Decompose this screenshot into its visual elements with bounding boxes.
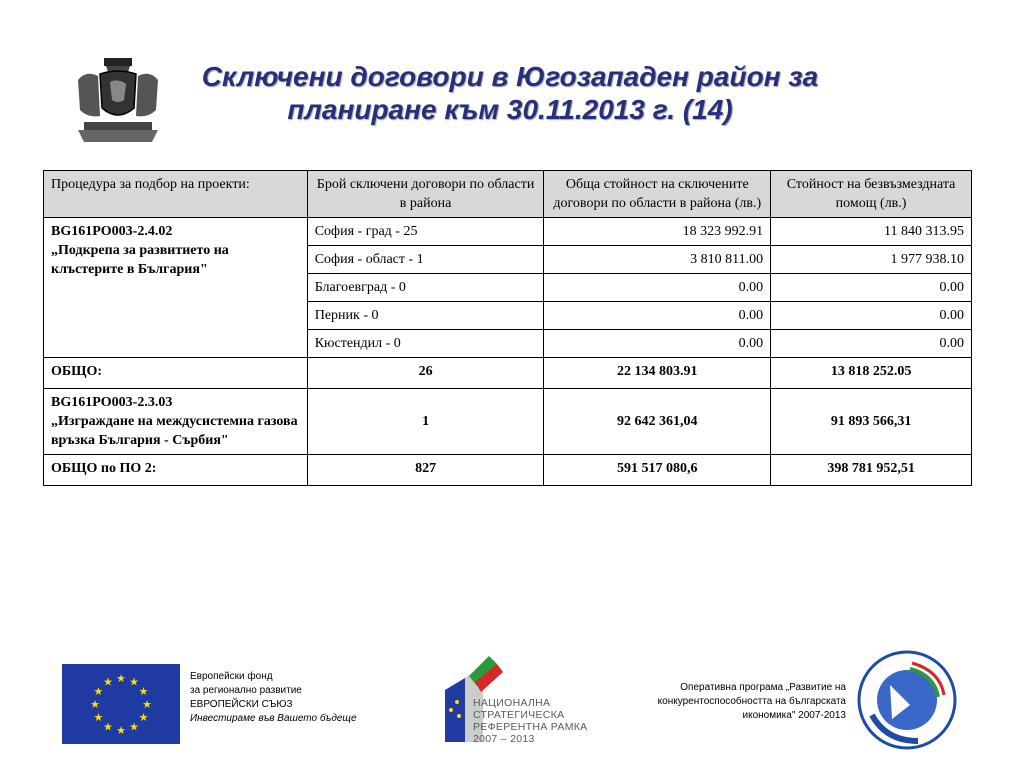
total-cell: 0.00 xyxy=(544,274,771,302)
eu-star-icon: ★ xyxy=(138,686,149,698)
procedure2-cell xyxy=(44,389,308,455)
nsrf-line3: РЕФЕРЕНТНА РАМКА xyxy=(473,721,588,733)
subtotal-count: 26 xyxy=(307,358,544,389)
procedure2-code: BG161PO003-2.3.03 xyxy=(51,395,173,410)
region-cell: София - град - 25 xyxy=(307,218,544,246)
procedure2-grant: 91 893 566,31 xyxy=(771,389,972,455)
konkurentna-bulgaria-logo xyxy=(852,645,962,755)
eu-line3: ЕВРОПЕЙСКИ СЪЮЗ xyxy=(190,699,293,710)
table-row xyxy=(44,218,972,246)
procedure2-count: 1 xyxy=(307,389,544,455)
region-cell: Кюстендил - 0 xyxy=(307,330,544,358)
eu-star-icon: ★ xyxy=(129,676,139,689)
procedure2-total: 92 642 361,04 xyxy=(544,389,771,455)
header-grant-value: Стойност на безвъзмездната помощ (лв.) xyxy=(771,171,972,218)
procedure1-code: BG161PO003-2.4.02 xyxy=(51,224,173,239)
eu-fund-text xyxy=(190,670,357,726)
slide-title-line2: планиране към 30.11.2013 г. (14) xyxy=(287,94,733,125)
op-line2: конкурентоспособността на българската xyxy=(657,696,846,707)
grand-total-grant: 398 781 952,51 xyxy=(771,455,972,486)
subtotal-row xyxy=(44,358,972,389)
eu-line1: Европейски фонд xyxy=(190,671,273,682)
operational-programme-text xyxy=(586,681,846,723)
eu-star-icon: ★ xyxy=(116,725,126,737)
subtotal-grant: 13 818 252.05 xyxy=(771,358,972,389)
procedure2-name: „Изграждане на междусистемна газова връзка България - Сърбия" xyxy=(51,414,298,448)
header-total-value: Обща стойност на сключените договори по области в района (лв.) xyxy=(544,171,771,218)
procedure2-row xyxy=(44,389,972,455)
eu-star-icon: ★ xyxy=(90,699,100,711)
eu-star-icon: ★ xyxy=(93,686,104,698)
grant-cell: 0.00 xyxy=(771,302,972,330)
procedure1-cell xyxy=(44,218,308,358)
total-cell: 0.00 xyxy=(544,302,771,330)
grant-cell: 0.00 xyxy=(771,274,972,302)
region-cell: София - област - 1 xyxy=(307,246,544,274)
op-line3: икономика" 2007-2013 xyxy=(742,710,846,721)
nsrf-line1: НАЦИОНАЛНА xyxy=(473,697,551,709)
slide-title xyxy=(160,60,860,126)
slide-title-line1: Сключени договори в Югозападен район за xyxy=(201,61,819,92)
grand-total-label: ОБЩО по ПО 2: xyxy=(44,455,308,486)
coat-of-arms-logo xyxy=(72,56,164,148)
procedure1-name: „Подкрепа за развитието на клъстерите в България" xyxy=(51,243,229,277)
eu-flag-logo xyxy=(62,664,180,744)
eu-line2: за регионално развитие xyxy=(190,685,302,696)
total-cell: 3 810 811.00 xyxy=(544,246,771,274)
grant-cell: 1 977 938.10 xyxy=(771,246,972,274)
eu-star-icon: ★ xyxy=(103,721,113,734)
grand-total-count: 827 xyxy=(307,455,544,486)
total-cell: 18 323 992.91 xyxy=(544,218,771,246)
grand-total-row xyxy=(44,455,972,486)
eu-star-icon: ★ xyxy=(93,712,104,724)
grant-cell: 0.00 xyxy=(771,330,972,358)
op-line1: Оперативна програма „Развитие на xyxy=(680,682,846,693)
nsrf-text xyxy=(473,697,587,745)
subtotal-label: ОБЩО: xyxy=(44,358,308,389)
eu-star-icon: ★ xyxy=(103,676,113,689)
header-procedure: Процедура за подбор на проекти: xyxy=(44,171,308,218)
eu-star-icon: ★ xyxy=(138,712,149,724)
grant-cell: 11 840 313.95 xyxy=(771,218,972,246)
table-header-row xyxy=(44,171,972,218)
region-cell: Благоевград - 0 xyxy=(307,274,544,302)
grand-total-total: 591 517 080,6 xyxy=(544,455,771,486)
header-contract-count: Брой сключени договори по области в района xyxy=(307,171,544,218)
subtotal-total: 22 134 803.91 xyxy=(544,358,771,389)
nsrf-line4: 2007 – 2013 xyxy=(473,733,535,745)
nsrf-line2: СТРАТЕГИЧЕСКА xyxy=(473,709,565,721)
region-cell: Перник - 0 xyxy=(307,302,544,330)
eu-star-icon: ★ xyxy=(129,721,139,734)
eu-line4: Инвестираме във Вашето бъдеще xyxy=(190,713,357,724)
contracts-table xyxy=(43,170,972,486)
eu-star-icon: ★ xyxy=(116,673,126,685)
eu-star-icon: ★ xyxy=(142,699,152,711)
total-cell: 0.00 xyxy=(544,330,771,358)
